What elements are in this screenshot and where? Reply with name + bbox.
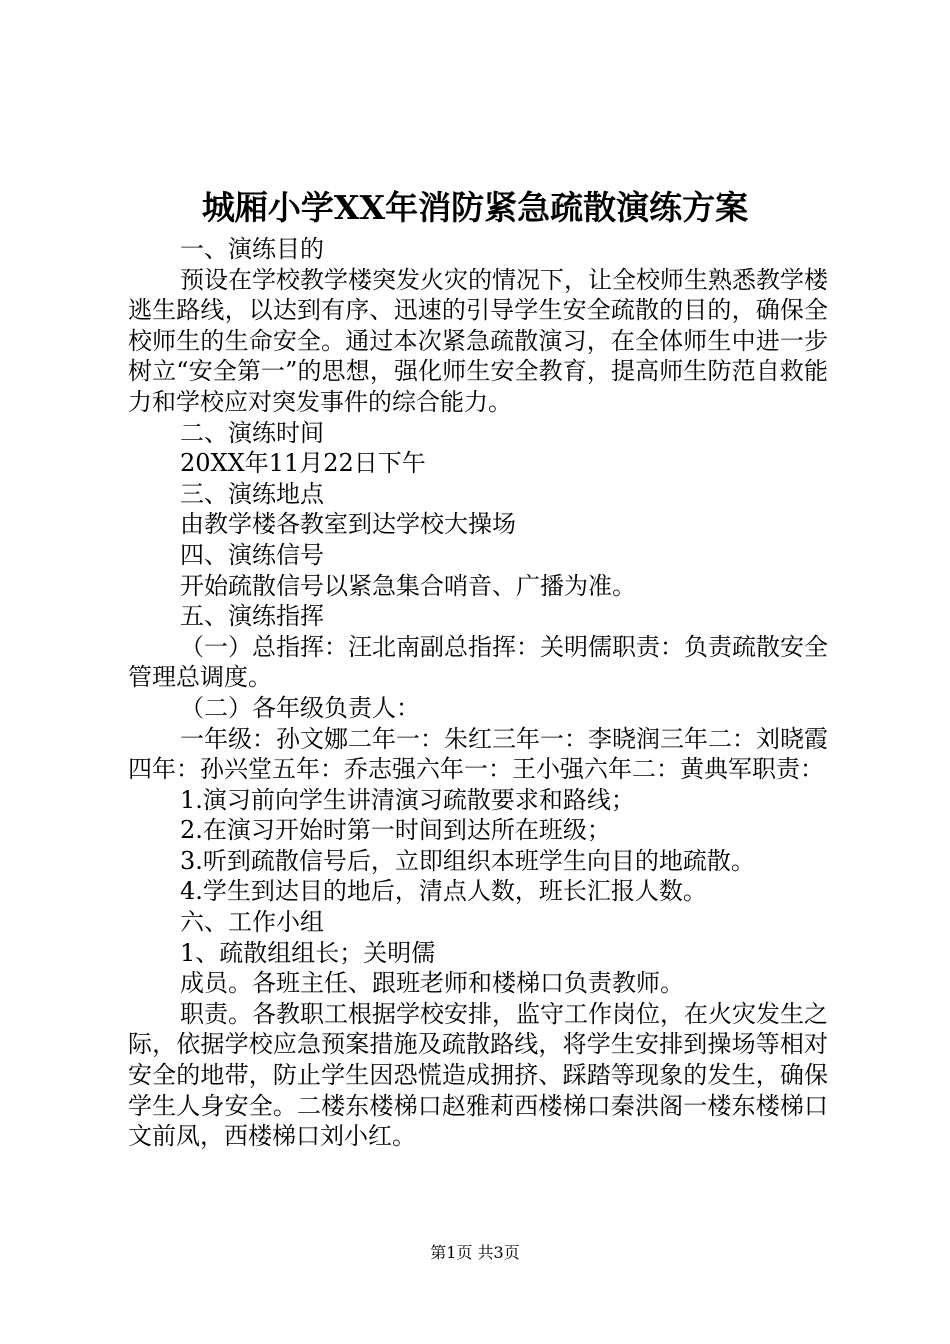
paragraph-grade-leaders-heading: （二）各年级负责人： xyxy=(180,693,420,722)
paragraph-group-duties: 职责。各教职工根据学校安排，监守工作岗位，在火灾发生之际，依据学校应急预案措施及疏散路线，将学生安排到操场等相对安全的地带，防止学生因恐慌造成拥挤、踩踏等现象的发生，确保学生人身安全。二楼东楼梯口赵雅莉西楼梯口秦洪阁一楼东楼梯口文前凤，西楼梯口刘小红。 xyxy=(128,999,828,1151)
section-heading-signal: 四、演练信号 xyxy=(180,540,324,569)
list-item: 2.在演习开始时第一时间到达所在班级； xyxy=(180,816,611,845)
paragraph-time: 20XX年11月22日下午 xyxy=(180,449,426,478)
paragraph-grade-leaders: 一年级：孙文娜二年一：朱红三年一：李晓润三年二：刘晓霞四年：孙兴堂五年：乔志强六年一：王小强六年二：黄典军职责： xyxy=(128,724,828,784)
list-item: 3.听到疏散信号后，立即组织本班学生向目的地疏散。 xyxy=(180,846,755,875)
page-indicator: 第1页 共3页 xyxy=(430,1243,520,1262)
paragraph-location: 由教学楼各教室到达学校大操场 xyxy=(180,510,516,539)
section-heading-time: 二、演练时间 xyxy=(180,418,324,447)
list-item: 4.学生到达目的地后，清点人数，班长汇报人数。 xyxy=(180,877,707,906)
paragraph-commander: （一）总指挥：汪北南副总指挥：关明儒职责：负责疏散安全管理总调度。 xyxy=(128,632,828,692)
section-heading-working-group: 六、工作小组 xyxy=(180,908,324,937)
paragraph-group-leader: 1、疏散组组长；关明儒 xyxy=(180,938,436,967)
section-heading-purpose: 一、演练目的 xyxy=(180,235,324,263)
paragraph-signal: 开始疏散信号以紧急集合哨音、广播为准。 xyxy=(180,571,636,600)
section-heading-command: 五、演练指挥 xyxy=(180,602,324,631)
document-title: 城厢小学XX年消防紧急疏散演练方案 xyxy=(201,188,749,227)
list-item: 1.演习前向学生讲清演习疏散要求和路线； xyxy=(180,785,635,814)
document-body xyxy=(128,234,828,1152)
paragraph-purpose: 预设在学校教学楼突发火灾的情况下，让全校师生熟悉教学楼逃生路线，以达到有序、迅速的引导学生安全疏散的目的，确保全校师生的生命安全。通过本次紧急疏散演习，在全体师生中进一步树立“安全第一”的思想，强化师生安全教育，提高师生防范自救能力和学校应对突发事件的综合能力。 xyxy=(128,265,828,416)
section-heading-location: 三、演练地点 xyxy=(180,479,324,508)
paragraph-group-members: 成员。各班主任、跟班老师和楼梯口负责教师。 xyxy=(180,969,684,998)
